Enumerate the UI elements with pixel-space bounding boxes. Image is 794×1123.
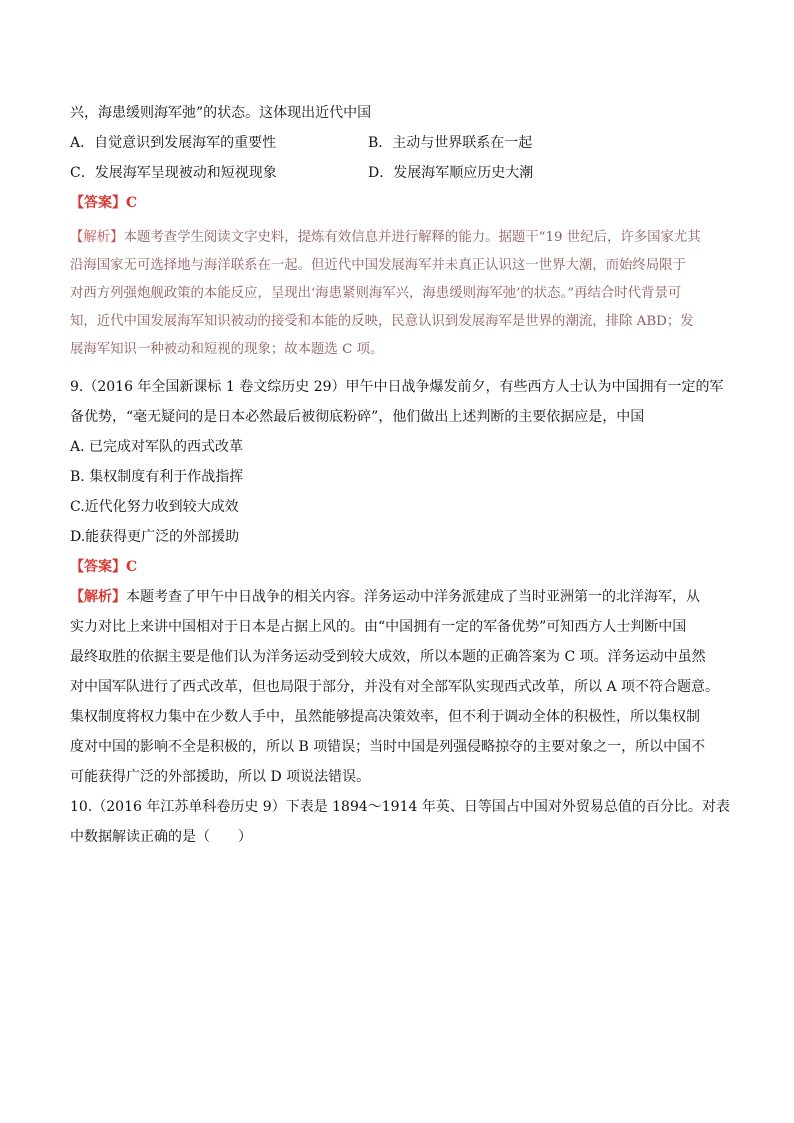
document-page — [70, 98, 730, 852]
q8-answer-tag: 【答案】 — [70, 195, 126, 211]
q8-stem-tail: 兴，海患缓则海军弛”的状态。这体现出近代中国 — [70, 105, 372, 121]
q9-analysis-line-7: 可能获得广泛的外部援助，所以 D 项说法错误。 — [70, 769, 371, 785]
q8-analysis-line-5: 展海军知识一种被动和短视的现象；故本题选 C 项。 — [70, 342, 384, 357]
q8-option-b: B．主动与世界联系在一起 — [368, 135, 533, 151]
q8-option-c: C．发展海军呈现被动和短视现象 — [70, 165, 277, 181]
q8-analysis-tag: 【解析】 — [70, 230, 124, 245]
q8-answer-value: C — [126, 195, 138, 211]
q8-answer — [70, 188, 720, 218]
q8-options-row-1 — [70, 128, 720, 158]
q9-option-a: A. 已完成对军队的西式改革 — [70, 439, 244, 455]
q9-answer — [70, 552, 720, 582]
q9-answer-value: C — [126, 559, 138, 575]
q8-options-row-2 — [70, 158, 720, 188]
q9-option-c: C.近代化努力收到较大成效 — [70, 499, 239, 515]
q9-analysis — [70, 582, 720, 792]
q8-analysis — [70, 224, 720, 364]
q9-answer-tag: 【答案】 — [70, 559, 126, 575]
q9-analysis-line-5: 集权制度将权力集中在少数人手中，虽然能够提高决策效率，但不利于调动全体的积极性，所以集权制 — [70, 709, 700, 725]
q8-analysis-line-1: 【解析】本题考查学生阅读文字史料，提炼有效信息并进行解释的能力。据题干“19 世纪后，许多国家尤其 — [70, 230, 701, 245]
q9-stem-line-2: 备优势，“毫无疑问的是日本必然最后被彻底粉碎”，他们做出上述判断的主要依据应是，中国 — [70, 409, 645, 425]
q8-analysis-line-4: 知，近代中国发展海军知识被动的接受和本能的反映，民意认识到发展海军是世界的潮流，排除 ABD；发 — [70, 314, 694, 329]
q9-analysis-line-1: 【解析】本题考查了甲午中日战争的相关内容。洋务运动中洋务派建成了当时亚洲第一的北洋海军，从 — [70, 589, 700, 605]
q9-stem-line-1: 9.（2016 年全国新课标 1 卷文综历史 29）甲午中日战争爆发前夕，有些西方人士认为中国拥有一定的军 — [70, 379, 724, 395]
q9-analysis-line-6: 度对中国的影响不全是积极的，所以 B 项错误；当时中国是列强侵略掠夺的主要对象之一，所以中国不 — [70, 739, 706, 755]
q9-analysis-line-2: 实力对比上来讲中国相对于日本是占据上风的。由“中国拥有一定的军备优势”可知西方人士判断中国 — [70, 619, 687, 635]
q8-option-d: D．发展海军顺应历史大潮 — [368, 165, 534, 181]
q10-stem-line-2: 中数据解读正确的是（ ） — [70, 829, 252, 845]
q9-option-b: B. 集权制度有利于作战指挥 — [70, 469, 244, 485]
q9-option-d: D.能获得更广泛的外部援助 — [70, 529, 240, 545]
q8-option-a: A．自觉意识到发展海军的重要性 — [70, 135, 277, 151]
q9-analysis-line-3: 最终取胜的依据主要是他们认为洋务运动受到较大成效，所以本题的正确答案为 C 项。洋务运动中虽然 — [70, 649, 706, 665]
q8-analysis-line-2: 沿海国家无可选择地与海洋联系在一起。但近代中国发展海军并未真正认识这一世界大潮，而始终局限于 — [70, 258, 686, 273]
q10-stem-line-1: 10.（2016 年江苏单科卷历史 9）下表是 1894～1914 年英、日等国占中国对外贸易总值的百分比。对表 — [70, 799, 730, 815]
q9-analysis-tag: 【解析】 — [70, 589, 126, 605]
q9-analysis-line-4: 对中国军队进行了西式改革，但也局限于部分，并没有对全部军队实现西式改革，所以 A 项不符合题意。 — [70, 679, 720, 695]
q8-analysis-line-3: 对西方列强炮舰政策的本能反应，呈现出‘海患紧则海军兴，海患缓则海军弛’的状态。”再结合时代背景可 — [70, 286, 682, 301]
